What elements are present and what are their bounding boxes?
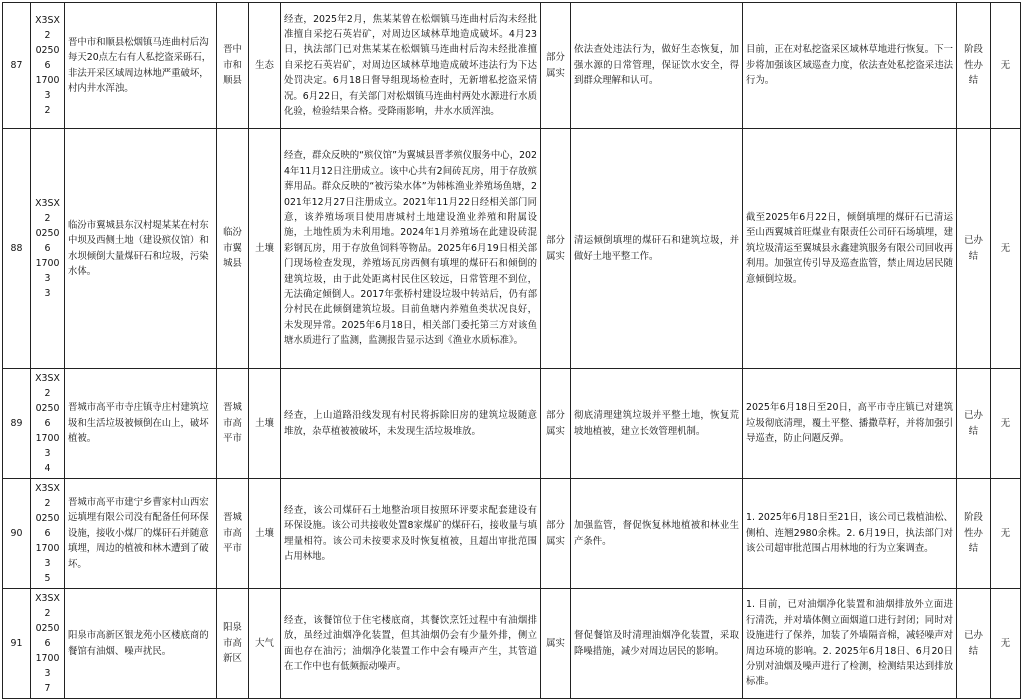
complaint-content: 阳泉市高新区银龙苑小区楼底商的餐馆有油烟、噪声扰民。 <box>65 589 217 699</box>
accountability: 无 <box>991 479 1021 589</box>
administrative-area: 晋城市高平市 <box>217 369 249 479</box>
administrative-area: 晋中市和顺县 <box>217 3 249 129</box>
rectification-progress: 2025年6月18日至20日，高平市寺庄镇已对建筑垃圾彻底清理，覆土平整、播撒草籽，并将加强引导巡查，防止问题反弹。 <box>743 369 957 479</box>
pollution-type: 土壤 <box>249 479 281 589</box>
case-code-line: 17003 <box>35 75 60 101</box>
case-code-line: 17003 <box>35 433 60 459</box>
case-code-line: X3SX2 <box>35 483 60 509</box>
table-body <box>3 3 1021 699</box>
case-code <box>31 589 65 699</box>
table-row <box>3 3 1021 129</box>
case-code <box>31 369 65 479</box>
pollution-type: 土壤 <box>249 369 281 479</box>
rectification-progress: 1. 2025年6月18日至21日，该公司已栽植油松、侧柏、连翘2980余株。2. 6月19日，执法部门对该公司超审批范围占用林地的行为立案调查。 <box>743 479 957 589</box>
case-code-line: X3SX2 <box>35 198 60 224</box>
accountability: 无 <box>991 3 1021 129</box>
case-code-line: X3SX2 <box>35 373 60 399</box>
completion-status: 已办结 <box>957 369 991 479</box>
row-number: 90 <box>3 479 31 589</box>
truth-status: 部分属实 <box>541 369 571 479</box>
row-number: 91 <box>3 589 31 699</box>
verification-result: 经查，群众反映的“殡仪馆”为翼城县晋孝殡仪服务中心，2024年11月12日注册成立。该中心共有2间砖瓦房，用于存放殡葬用品。群众反映的“被污染水体”为韩栋渔业养殖场鱼塘，2021年12月27日注册成立。2021年11月22日经相关部门同意，该养殖场项目使用唐城村土地建设渔业养殖和附属设施，土地性质为未利用地。2024年1月养殖场在此建设砖混彩钢瓦房，用于存放鱼饲料等物品。2025年6月19日相关部门现场检查发现，养殖场瓦房西侧有填埋的煤矸石和倾倒的建筑垃圾，由于此处距离村民住区较远，日常管理不到位，无法确定倾倒人。2017年张桥村建设垃圾中转站后，仍有部分村民在此倾倒建筑垃圾。目前鱼塘内养殖鱼类状况良好，未发现异常。2025年6月18日，相关部门委托第三方对该鱼塘水质进行了监测，监测报告显示达到《渔业水质标准》。 <box>281 129 541 369</box>
handling-opinion: 督促餐馆及时清理油烟净化装置，采取降噪措施，减少对周边居民的影响。 <box>571 589 743 699</box>
case-code-line: 17003 <box>35 258 60 284</box>
case-code-line: 2 <box>44 105 51 116</box>
case-code-line: 7 <box>44 683 51 694</box>
case-code-line: X3SX2 <box>35 15 60 41</box>
handling-opinion: 依法查处违法行为，做好生态恢复，加强水源的日常管理，保证饮水安全，得到群众理解和认可。 <box>571 3 743 129</box>
inspection-table <box>2 2 1021 699</box>
administrative-area: 阳泉市高新区 <box>217 589 249 699</box>
case-code-line: 02506 <box>35 45 60 71</box>
truth-status: 部分属实 <box>541 479 571 589</box>
case-code-line: 3 <box>44 288 51 299</box>
completion-status: 已办结 <box>957 129 991 369</box>
case-code-line: 17003 <box>35 653 60 679</box>
pollution-type: 大气 <box>249 589 281 699</box>
table-row <box>3 479 1021 589</box>
verification-result: 经查，该公司煤矸石土地整治项目按照环评要求配套建设有环保设施。该公司共接收处置8家煤矿的煤矸石，接收量与填埋量相符。该公司未按要求及时恢复植被，且超出审批范围占用林地。 <box>281 479 541 589</box>
complaint-content: 晋城市高平市寺庄镇寺庄村建筑垃圾和生活垃圾被倾倒在山上，破坏植被。 <box>65 369 217 479</box>
case-code <box>31 129 65 369</box>
row-number: 89 <box>3 369 31 479</box>
truth-status: 属实 <box>541 589 571 699</box>
table-row <box>3 369 1021 479</box>
administrative-area: 晋城市高平市 <box>217 479 249 589</box>
accountability: 无 <box>991 589 1021 699</box>
row-number: 87 <box>3 3 31 129</box>
completion-status: 已办结 <box>957 589 991 699</box>
case-code-line: 4 <box>44 463 51 474</box>
truth-status: 部分属实 <box>541 3 571 129</box>
complaint-content: 临汾市翼城县东汉村堤某某在村东中坝及西侧土地（建设殡仪馆）和水坝倾倒大量煤矸石和垃圾，污染水体。 <box>65 129 217 369</box>
completion-status: 阶段性办结 <box>957 3 991 129</box>
rectification-progress: 1. 目前，已对油烟净化装置和油烟排放外立面进行清洗，并对墙体侧立面烟道口进行封闭；同时对设施进行了保养，加装了外墙隔音棉，减轻噪声对周边环境的影响。2. 2025年6月18日、6月20日分别对油烟及噪声进行了检测，检测结果达到排放标准。 <box>743 589 957 699</box>
handling-opinion: 加强监管，督促恢复林地植被和林业生产条件。 <box>571 479 743 589</box>
accountability: 无 <box>991 369 1021 479</box>
case-code-line: 02506 <box>35 403 60 429</box>
truth-status: 部分属实 <box>541 129 571 369</box>
handling-opinion: 彻底清理建筑垃圾并平整土地，恢复荒坡地植被，建立长效管理机制。 <box>571 369 743 479</box>
administrative-area: 临汾市翼城县 <box>217 129 249 369</box>
rectification-progress: 截至2025年6月22日，倾倒填埋的煤矸石已清运至山西翼城首旺煤业有限责任公司矸石场填埋，建筑垃圾清运至翼城县永鑫建筑服务有限公司回收再利用。加强宣传引导及巡查监管，禁止周边居民随意倾倒垃圾。 <box>743 129 957 369</box>
case-code-line: X3SX2 <box>35 593 60 619</box>
pollution-type: 土壤 <box>249 129 281 369</box>
completion-status: 阶段性办结 <box>957 479 991 589</box>
case-code-line: 02506 <box>35 623 60 649</box>
complaint-content: 晋城市高平市建宁乡曹家村山西宏远填埋有限公司没有配备任何环保设施，接收小煤厂的煤矸石并随意填埋，周边的植被和林木遭到了破坏。 <box>65 479 217 589</box>
row-number: 88 <box>3 129 31 369</box>
case-code-line: 17003 <box>35 543 60 569</box>
case-code-line: 02506 <box>35 513 60 539</box>
case-code <box>31 479 65 589</box>
verification-result: 经查，该餐馆位于住宅楼底商，其餐饮烹饪过程中有油烟排放，虽经过油烟净化装置，但其油烟仍会有少量外排，侧立面也存在油污；油烟净化装置工作中会有噪声产生，其管道在工作中也有低频振动噪声。 <box>281 589 541 699</box>
table-row <box>3 129 1021 369</box>
case-code-line: 5 <box>44 573 51 584</box>
case-code-line: 02506 <box>35 228 60 254</box>
table-row <box>3 589 1021 699</box>
handling-opinion: 清运倾倒填埋的煤矸石和建筑垃圾，并做好土地平整工作。 <box>571 129 743 369</box>
verification-result: 经查，上山道路沿线发现有村民将拆除旧房的建筑垃圾随意堆放，杂草植被被破坏，未发现生活垃圾堆放。 <box>281 369 541 479</box>
case-code <box>31 3 65 129</box>
rectification-progress: 目前，正在对私挖盗采区域林草地进行恢复。下一步将加强该区域巡查力度，依法查处私挖盗采违法行为。 <box>743 3 957 129</box>
complaint-content: 晋中市和顺县松烟镇马连曲村后沟每天20点左右有人私挖盗采砾石，非法开采区域周边林地严重破坏，村内井水浑浊。 <box>65 3 217 129</box>
verification-result: 经查，2025年2月，焦某某曾在松烟镇马连曲村后沟未经批准擅自采挖石英岩矿，对周边区域林草地造成破坏。4月23日，执法部门已对焦某某在松烟镇马连曲村后沟未经批准擅自采挖石英岩矿，对周边区域林草地造成破坏违法行为下达处罚决定。6月18日督导组现场检查时，无新增私挖盗采情况。6月22日，有关部门对松烟镇马连曲村两处水源进行水质化验，检验结果合格。受降雨影响，井水水质浑浊。 <box>281 3 541 129</box>
pollution-type: 生态 <box>249 3 281 129</box>
accountability: 无 <box>991 129 1021 369</box>
